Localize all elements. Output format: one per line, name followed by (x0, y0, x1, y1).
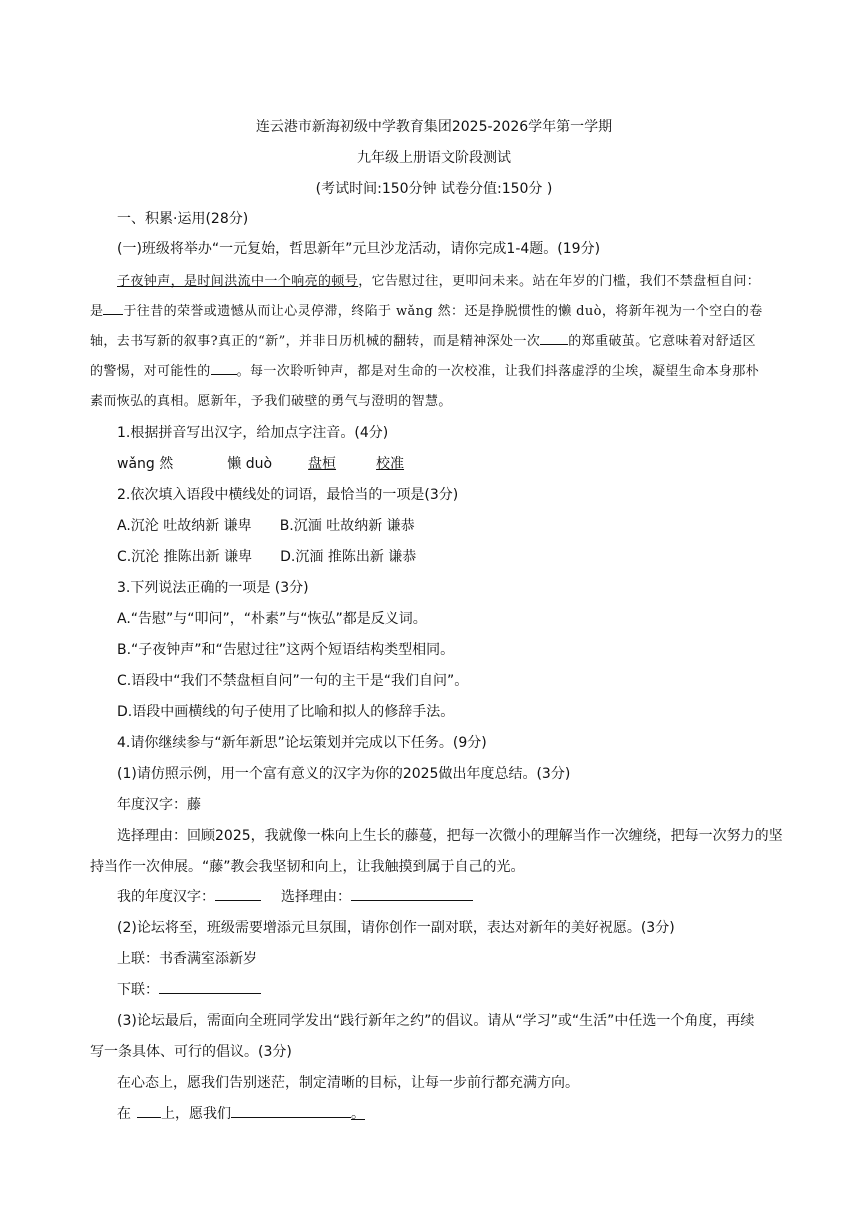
passage-line-4: 的警惕，对可能性的 。每一次聆听钟声，都是对生命的一次校准，让我们抖落虚浮的尘埃，凝望生命本身那朴 (90, 360, 759, 379)
q2-stem: 2.依次填入语段中横线处的词语，最恰当的一项是(3分) (117, 487, 459, 503)
q2-option-a: A.沉沦 吐故纳新 谦卑 (117, 518, 252, 534)
q4-sub3-line-1: (3)论坛最后，需面向全班同学发出“践行新年之约”的倡议。请从“学习”或“生活”中任选一个角度，再续 (117, 1013, 755, 1029)
q2-option-c: C.沉沦 推陈出新 谦卑 (117, 549, 253, 565)
section-intro: (一)班级将举办“一元复始，哲思新年”元旦沙龙活动，请你完成1-4题。(19分) (117, 241, 601, 257)
passage-line-3: 轴，去书写新的叙事?真正的“新”，并非日历机械的翻转，而是精神深处一次 的郑重破茧。它意味着对舒适区 (90, 330, 756, 349)
test-info: (考试时间:150分钟 试卷分值:150分 ) (315, 181, 553, 197)
q2-option-d: D.沉湎 推陈出新 谦恭 (280, 549, 417, 565)
q4-lower-couplet: 下联： (117, 979, 261, 999)
q1-item-4: 校准 (376, 456, 405, 472)
angle-blank[interactable] (137, 1103, 161, 1118)
q3-option-d: D.语段中画横线的句子使用了比喻和拟人的修辞手法。 (117, 704, 455, 720)
q1-item-2: 懒 duò (227, 456, 273, 472)
passage-line-1: 子夜钟声，是时间洪流中一个响亮的顿号，它告慰过往，更叩问未来。站在年岁的门槛，我们不禁盘桓自问： (117, 274, 761, 289)
blank-3[interactable] (211, 360, 237, 375)
q2-row-2 (117, 546, 416, 566)
q4-fill-proposal: 在 上，愿我们 。 (117, 1103, 365, 1123)
q1-stem: 1.根据拼音写出汉字，给加点字注音。(4分) (117, 425, 389, 441)
q4-example-char: 年度汉字：藤 (117, 797, 201, 813)
q3-option-a: A.“告慰”与“叩问”，“朴素”与“恢弘”都是反义词。 (117, 611, 427, 627)
q4-sub3-line-2: 写一条具体、可行的倡议。(3分) (90, 1044, 292, 1060)
q4-stem: 4.请你继续参与“新年新思”论坛策划并完成以下任务。(9分) (117, 735, 487, 751)
q4-sub1: (1)请仿照示例，用一个富有意义的汉字为你的2025做出年度总结。(3分) (117, 766, 571, 782)
q3-option-b: B.“子夜钟声”和“告慰过往”这两个短语结构类型相同。 (117, 642, 455, 658)
my-char-blank[interactable] (215, 886, 261, 901)
q3-option-c: C.语段中“我们不禁盘桓自问”一句的主干是“我们自问”。 (117, 673, 469, 689)
q2-option-b: B.沉湎 吐故纳新 谦恭 (279, 518, 415, 534)
q4-upper-couplet: 上联：书香满室添新岁 (117, 951, 257, 967)
q4-reason-line-1: 选择理由：回顾2025，我就像一株向上生长的藤蔓，把每一次微小的理解当作一次缠绕，把每一次努力的坚 (117, 828, 783, 844)
q3-stem: 3.下列说法正确的一项是 (3分) (117, 580, 309, 596)
q1-item-3: 盘桓 (308, 456, 337, 472)
passage-line-2: 是 于往昔的荣誉或遗憾从而让心灵停滞，终陷于 wǎng 然：还是挣脱惯性的懒 duò，将新年视为一个空白的卷 (90, 300, 763, 319)
passage-line-5: 素而恢弘的真相。愿新年，予我们破壁的勇气与澄明的智慧。 (90, 394, 452, 409)
q4-sample-proposal: 在心态上，愿我们告别迷茫，制定清晰的目标，让每一步前行都充满方向。 (117, 1075, 579, 1091)
lower-couplet-blank[interactable] (159, 979, 261, 994)
proposal-blank[interactable] (231, 1103, 351, 1118)
q1-items (117, 453, 404, 473)
q4-my-answer: 我的年度汉字： 选择理由： (117, 886, 473, 906)
blank-2[interactable] (540, 330, 568, 345)
q1-item-1: wǎng 然 (117, 456, 174, 472)
q4-reason-line-2: 持当作一次伸展。“藤”教会我坚韧和向上，让我触摸到属于自己的光。 (90, 859, 525, 875)
blank-1[interactable] (103, 300, 123, 315)
test-title: 九年级上册语文阶段测试 (357, 150, 511, 166)
school-title: 连云港市新海初级中学教育集团2025-2026学年第一学期 (255, 119, 613, 135)
underlined-sentence: 子夜钟声，是时间洪流中一个响亮的顿号 (117, 274, 359, 289)
q4-sub2: (2)论坛将至，班级需要增添元旦氛围，请你创作一副对联，表达对新年的美好祝愿。(3分) (117, 920, 675, 936)
q2-row-1 (117, 515, 415, 535)
section-title: 一、积累·运用(28分) (117, 211, 249, 227)
my-reason-blank[interactable] (351, 886, 473, 901)
